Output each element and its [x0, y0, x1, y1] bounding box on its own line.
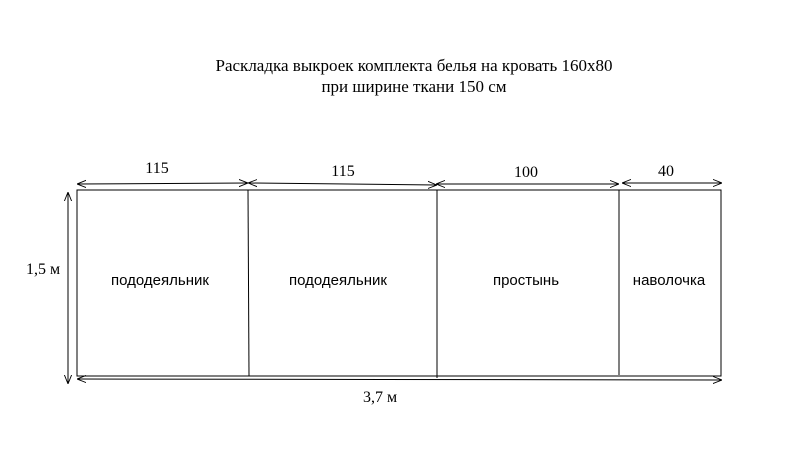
- width-label-4: 40: [658, 163, 674, 180]
- width-arrow-1: [78, 183, 247, 184]
- piece-label-sheet: простынь: [492, 272, 560, 289]
- width-arrow-2: [249, 183, 436, 185]
- width-label-1: 115: [145, 160, 169, 177]
- piece-label-pillowcase: наволочка: [632, 272, 706, 289]
- length-label: 3,7 м: [362, 389, 398, 406]
- piece-label-duvet-cover-1: пододеяльник: [111, 272, 209, 289]
- height-label: 1,5 м: [25, 261, 61, 278]
- diagram-title: Раскладка выкроек комплекта белья на кровать 160х80: [215, 56, 613, 75]
- width-label-3: 100: [514, 164, 538, 181]
- width-label-2: 115: [331, 163, 355, 180]
- piece-divider-1: [248, 190, 249, 376]
- piece-label-duvet-cover-2: пододеяльник: [289, 272, 387, 289]
- diagram-subtitle: при ширине ткани 150 см: [321, 77, 507, 96]
- length-arrow: [78, 379, 721, 380]
